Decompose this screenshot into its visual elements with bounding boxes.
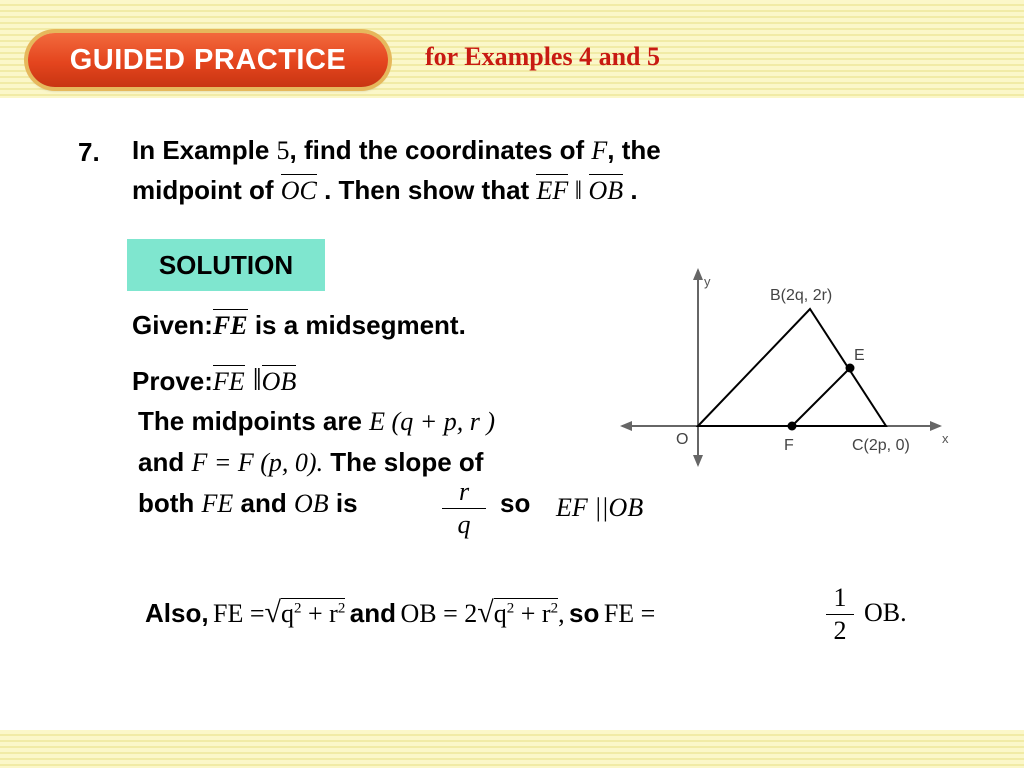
footer-band: [0, 730, 1024, 768]
given-line: Given:FE is a midsegment.: [132, 310, 466, 340]
y-axis-arrow-down: [693, 455, 703, 467]
conclusion-parallel: EF ||OB: [556, 493, 644, 522]
parallel-symbol: ‖: [568, 176, 589, 205]
point-f-dot: [788, 422, 797, 431]
parallel-symbol: ‖: [244, 361, 262, 397]
point-b-label: B(2q, 2r): [770, 287, 833, 304]
x-label: x: [942, 431, 949, 446]
slope-line: and F = F (p, 0). The slope of: [138, 447, 484, 477]
midpoints-line: The midpoints are E (q + p, r ): [138, 406, 496, 436]
x-axis-arrow-left: [620, 421, 632, 431]
sqrt-content: $q^2 + r^2$: [281, 599, 346, 628]
origin-label: O: [676, 431, 689, 448]
triangle-obc: [698, 309, 886, 426]
point-f-label: F: [784, 437, 794, 454]
segment-fe: [792, 368, 850, 426]
point-e-label: E: [854, 347, 865, 364]
point-e-dot: [846, 364, 855, 373]
solution-label: SOLUTION: [127, 239, 325, 291]
slope-fraction: r q: [442, 478, 486, 539]
sqrt-symbol: √: [264, 596, 282, 629]
x-axis-arrow-right: [930, 421, 942, 431]
guided-practice-badge: [28, 33, 388, 87]
problem-line-1: In Example 5, find the coordinates of F, the: [132, 135, 661, 165]
also-line: Also, FE $=√q^2 + r^2$ and OB = $2√q^2 + r^2$, so FE =: [145, 596, 656, 629]
point-c-label: C(2p, 0): [852, 437, 910, 454]
y-label: y: [704, 274, 711, 289]
coordinate-graph: [600, 260, 980, 480]
header-subtitle: for Examples 4 and 5: [425, 42, 660, 71]
badge-label: GUIDED PRACTICE: [69, 43, 347, 76]
also-end: OB.: [864, 598, 907, 627]
sqrt-symbol: √: [477, 596, 494, 629]
problem-number: 7.: [78, 137, 100, 167]
sqrt-content: $q^2 + r^2$: [493, 599, 559, 628]
y-axis-arrow-up: [693, 268, 703, 280]
prove-line: Prove:FE ‖OB: [132, 361, 297, 397]
both-line: both FE and OB is: [138, 488, 358, 518]
so-word: so: [500, 488, 531, 518]
problem-line-2: midpoint of OC . Then show that EF ‖ OB .: [132, 175, 638, 205]
half-fraction: 1 2: [826, 584, 854, 645]
